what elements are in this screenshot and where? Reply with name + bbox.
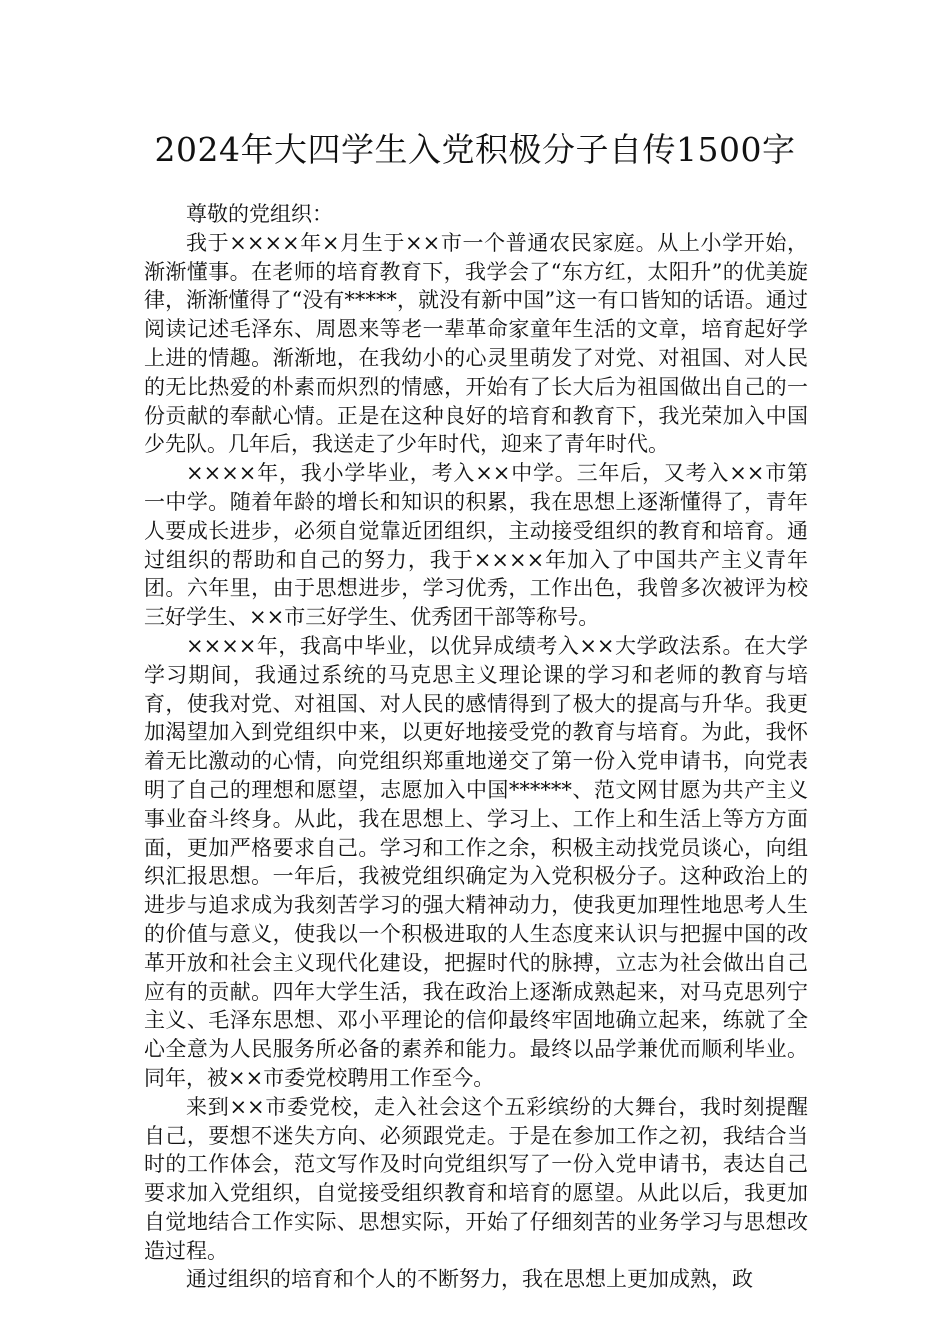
paragraph-5: 通过组织的培育和个人的不断努力，我在思想上更加成熟，政 <box>186 1267 753 1292</box>
paragraph-1: 我于××××年×月生于××市一个普通农民家庭。从上小学开始，渐渐懂事。在老师的培育教育下，我学会了“东方红，太阳升”的优美旋律，渐渐懂得了“没有*****，就没有新中国”这一有口皆知的话语。通过阅读记述毛泽东、周恩来等老一辈革命家童年生活的文章，培育起好学上进的情趣。渐渐地，在我幼小的心灵里萌发了对党、对祖国、对人民的无比热爱的朴素而炽烈的情感，开始有了长大后为祖国做出自己的一份贡献的奉献心情。正是在这种良好的培育和教育下，我光荣加入中国少先队。几年后，我送走了少年时代，迎来了青年时代。 <box>144 230 808 457</box>
salutation: 尊敬的党组织： <box>186 202 333 226</box>
document-body <box>144 200 808 1294</box>
paragraph-4: 来到××市委党校，走入社会这个五彩缤纷的大舞台，我时刻提醒自己，要想不迷失方向、必须跟党走。于是在参加工作之初，我结合当时的工作体会，范文写作及时向党组织写了一份入党申请书，表达自己要求加入党组织，自觉接受组织教育和培育的愿望。从此以后，我更加自觉地结合工作实际、思想实际，开始了仔细刻苦的业务学习与思想改造过程。 <box>144 1094 808 1263</box>
paragraph-2: ××××年，我小学毕业，考入××中学。三年后，又考入××市第一中学。随着年龄的增长和知识的积累，我在思想上逐渐懂得了，青年人要成长进步，必须自觉靠近团组织，主动接受组织的教育和培育。通过组织的帮助和自己的努力，我于××××年加入了中国共产主义青年团。六年里，由于思想进步，学习优秀，工作出色，我曾多次被评为校三好学生、××市三好学生、优秀团干部等称号。 <box>144 461 808 630</box>
document-title: 2024年大四学生入党积极分子自传1500字 <box>154 130 796 169</box>
paragraph-3: ××××年，我高中毕业，以优异成绩考入××大学政法系。在大学学习期间，我通过系统的马克思主义理论课的学习和老师的教育与培育，使我对党、对祖国、对人民的感情得到了极大的提高与升华。我更加渴望加入到党组织中来，以更好地接受党的教育与培育。为此，我怀着无比激动的心情，向党组织郑重地递交了第一份入党申请书，向党表明了自己的理想和愿望，志愿加入中国******、范文网甘愿为共产主义事业奋斗终身。从此，我在思想上、学习上、工作上和生活上等方方面面，更加严格要求自己。学习和工作之余，积极主动找党员谈心，向组织汇报思想。一年后，我被党组织确定为入党积极分子。这种政治上的进步与追求成为我刻苦学习的强大精神动力，使我更加理性地思考人生的价值与意义，使我以一个积极进取的人生态度来认识与把握中国的改革开放和社会主义现代化建设，把握时代的脉搏，立志为社会做出自己应有的贡献。四年大学生活，我在政治上逐渐成熟起来，对马克思列宁主义、毛泽东思想、邓小平理论的信仰最终牢固地确立起来，练就了全心全意为人民服务所必备的素养和能力。最终以品学兼优而顺利毕业。同年，被××市委党校聘用工作至今。 <box>144 633 808 1090</box>
